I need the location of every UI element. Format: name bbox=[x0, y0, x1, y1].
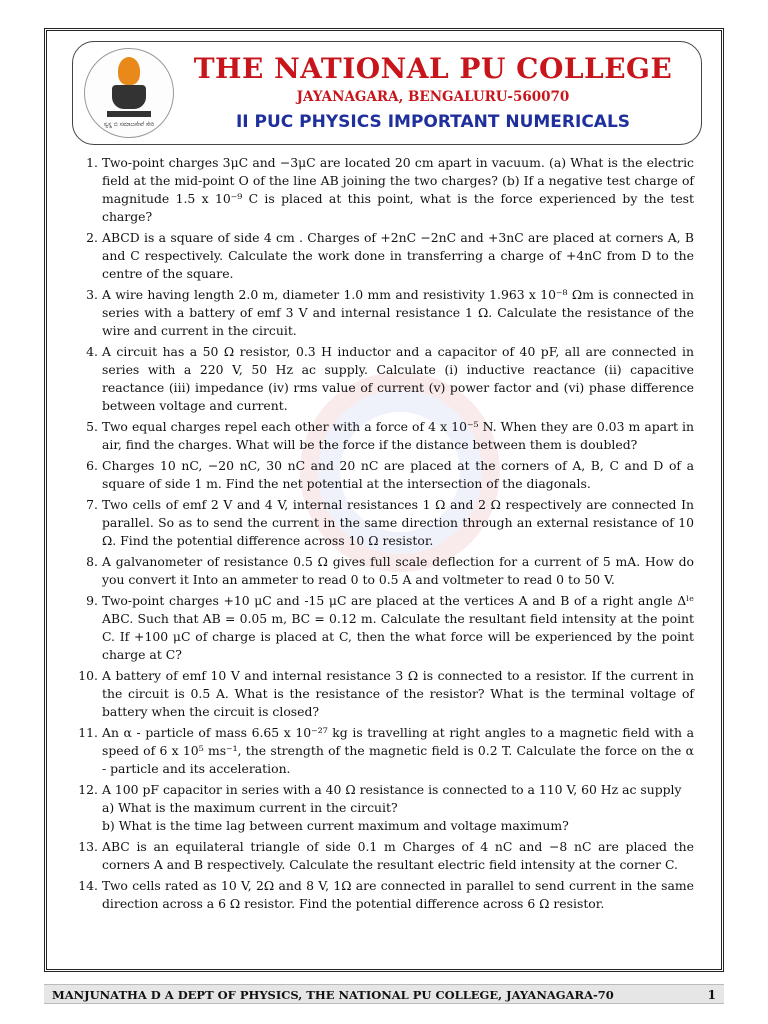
question-body: Two cells rated as 10 V, 2Ω and 8 V, 1Ω are connected in parallel to send current in the same direction across a 6 Ω resistor. Find the potential difference across 6 Ω resistor. bbox=[102, 878, 694, 911]
question-body: Two cells of emf 2 V and 4 V, internal resistances 1 Ω and 2 Ω respectively are connected In parallel. So as to send the current in the same direction through an external resistance of 10 Ω. Find the potential difference across 10 Ω resistor. bbox=[102, 497, 694, 548]
question-text bbox=[102, 496, 694, 550]
question-number: 13. bbox=[78, 839, 98, 854]
question-body: Two-point charges 3μC and −3μC are located 20 cm apart in vacuum. (a) What is the electric field at the mid-point O of the line AB joining the two charges? (b) If a negative test charge of magnitude 1.5 x 10⁻⁹ C is placed at this point, what is the force experienced by the test charge? bbox=[102, 155, 694, 224]
question-item bbox=[72, 496, 694, 550]
college-name: THE NATIONAL PU COLLEGE bbox=[193, 52, 673, 85]
question-text bbox=[102, 418, 694, 454]
footer bbox=[44, 984, 724, 1004]
question-text bbox=[102, 724, 694, 778]
question-body: A wire having length 2.0 m, diameter 1.0 mm and resistivity 1.963 x 10⁻⁸ Ωm is connected in series with a battery of emf 3 V and internal resistance 1 Ω. Calculate the resistance of the wire and current in the circuit. bbox=[102, 287, 694, 338]
question-body: Two equal charges repel each other with a force of 4 x 10⁻⁵ N. When they are 0.03 m apart in air, find the charges. What will be the force if the distance between them is doubled? bbox=[102, 419, 694, 452]
question-text bbox=[102, 667, 694, 721]
question-text bbox=[102, 229, 694, 283]
question-text bbox=[102, 838, 694, 874]
question-text bbox=[102, 457, 694, 493]
question-text bbox=[102, 781, 694, 835]
flame-icon bbox=[118, 57, 140, 85]
question-number: 9. bbox=[86, 593, 98, 608]
college-address: JAYANAGARA, BENGALURU-560070 bbox=[296, 89, 570, 105]
question-subpart: b) What is the time lag between current maximum and voltage maximum? bbox=[102, 818, 569, 833]
question-item bbox=[72, 553, 694, 589]
question-item bbox=[72, 457, 694, 493]
question-item bbox=[72, 229, 694, 283]
question-list bbox=[72, 154, 694, 916]
question-number: 5. bbox=[86, 419, 98, 434]
question-number: 14. bbox=[78, 878, 98, 893]
question-body: Charges 10 nC, −20 nC, 30 nC and 20 nC are placed at the corners of A, B, C and D of a square of side 1 m. Find the net potential at the intersection of the diagonals. bbox=[102, 458, 694, 491]
question-number: 8. bbox=[86, 554, 98, 569]
logo-base bbox=[107, 111, 151, 117]
question-item bbox=[72, 724, 694, 778]
lamp-icon bbox=[112, 85, 146, 109]
question-item bbox=[72, 286, 694, 340]
question-text bbox=[102, 592, 694, 664]
question-item bbox=[72, 343, 694, 415]
college-logo bbox=[84, 48, 174, 138]
question-body: A galvanometer of resistance 0.5 Ω gives full scale deflection for a current of 5 mA. How do you convert it Into an ammeter to read 0 to 0.5 A and voltmeter to read 0 to 50 V. bbox=[102, 554, 694, 587]
question-item bbox=[72, 154, 694, 226]
question-subpart: a) What is the maximum current in the circuit? bbox=[102, 800, 398, 815]
question-text bbox=[102, 154, 694, 226]
question-number: 2. bbox=[86, 230, 98, 245]
document-title: II PUC PHYSICS IMPORTANT NUMERICALS bbox=[235, 112, 631, 132]
question-number: 6. bbox=[86, 458, 98, 473]
question-number: 7. bbox=[86, 497, 98, 512]
question-number: 4. bbox=[86, 344, 98, 359]
question-text bbox=[102, 553, 694, 589]
question-body: ABC is an equilateral triangle of side 0.1 m Charges of 4 nC and −8 nC are placed the corners A and B respectively. Calculate the resultant electric field intensity at the corner C. bbox=[102, 839, 694, 872]
question-body: ABCD is a square of side 4 cm . Charges of +2nC −2nC and +3nC are placed at corners A, B and C respectively. Calculate the work done in transferring a charge of +4nC from D to the centre of the square. bbox=[102, 230, 694, 281]
question-text bbox=[102, 343, 694, 415]
question-body: An α - particle of mass 6.65 x 10⁻²⁷ kg is travelling at right angles to a magnetic field with a speed of 6 x 10⁵ ms⁻¹, the strength of the magnetic field is 0.2 T. Calculate the force on the α - particle and its acceleration. bbox=[102, 725, 694, 776]
question-number: 11. bbox=[78, 725, 98, 740]
logo-motto: ಸ್ವಸ್ಥ ಬಿ ಸಮಾಜಸೇವೆ ಸೇರಿ bbox=[103, 121, 155, 128]
footer-author: MANJUNATHA D A DEPT OF PHYSICS, THE NATIONAL PU COLLEGE, JAYANAGARA-70 bbox=[52, 988, 614, 1002]
page-number: 1 bbox=[707, 988, 716, 1002]
question-number: 12. bbox=[78, 782, 98, 797]
question-body: Two-point charges +10 μC and -15 μC are placed at the vertices A and B of a right angle Δˡᵉ ABC. Such that AB = 0.05 m, BC = 0.12 m. Calculate the resultant field intensity at the point C. If +100 μC of charge is placed at C, then the what force will be experienced by the point charge at C? bbox=[102, 593, 694, 662]
question-item bbox=[72, 667, 694, 721]
question-item bbox=[72, 592, 694, 664]
question-item bbox=[72, 877, 694, 913]
question-body: A battery of emf 10 V and internal resistance 3 Ω is connected to a resistor. If the current in the circuit is 0.5 A. What is the resistance of the resistor? What is the terminal voltage of battery when the circuit is closed? bbox=[102, 668, 694, 719]
question-number: 10. bbox=[78, 668, 98, 683]
question-text bbox=[102, 286, 694, 340]
question-body: A circuit has a 50 Ω resistor, 0.3 H inductor and a capacitor of 40 pF, all are connected in series with a 220 V, 50 Hz ac supply. Calculate (i) inductive reactance (ii) capacitive reactance (iii) impedance (iv) rms value of current (v) power factor and (vi) phase difference between voltage and current. bbox=[102, 344, 694, 413]
question-number: 3. bbox=[86, 287, 98, 302]
question-item bbox=[72, 781, 694, 835]
question-text bbox=[102, 877, 694, 913]
question-item bbox=[72, 418, 694, 454]
question-number: 1. bbox=[86, 155, 98, 170]
question-body: A 100 pF capacitor in series with a 40 Ω resistance is connected to a 110 V, 60 Hz ac supply bbox=[102, 782, 682, 797]
question-item bbox=[72, 838, 694, 874]
